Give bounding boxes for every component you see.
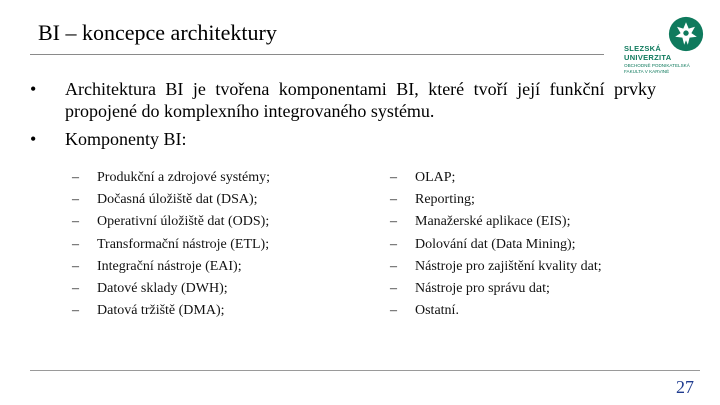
component-text: Nástroje pro správu dat; (415, 281, 550, 297)
component-item (72, 278, 270, 300)
component-item (390, 256, 602, 278)
component-item (390, 211, 602, 233)
dash-icon: – (72, 303, 79, 319)
dash-icon: – (390, 258, 397, 274)
bullet-text: Komponenty BI: (65, 129, 187, 149)
component-text: Produkční a zdrojové systémy; (97, 170, 271, 185)
component-item (72, 234, 270, 256)
component-text: Integrační nástroje (EAI); (97, 258, 242, 274)
main-bullet-list (30, 78, 656, 156)
dash-icon: – (72, 281, 79, 297)
component-item (390, 300, 602, 322)
dash-icon: – (72, 170, 79, 185)
component-text: Datová tržiště (DMA); (97, 303, 225, 319)
component-text: OLAP; (415, 170, 456, 185)
component-item (390, 167, 602, 189)
component-text: Datové sklady (DWH); (97, 281, 228, 297)
component-text: Manažerské aplikace (EIS); (415, 214, 571, 230)
component-item (390, 234, 602, 256)
logo-line-1: SLEZSKÁ (624, 44, 662, 53)
logo-line-2: UNIVERZITA (624, 53, 672, 62)
dash-icon: – (72, 236, 79, 252)
dash-icon: – (390, 303, 397, 319)
bullet-text: Architektura BI je tvořena komponentami BI, které tvoří její funkční prvky propojené do komplexního integrovaného systému. (65, 79, 656, 121)
bullet-icon: • (30, 79, 37, 99)
logo-wordmark (624, 44, 671, 62)
bullet-icon: • (30, 129, 37, 149)
bullet-item (30, 78, 656, 122)
component-text: Nástroje pro zajištění kvality dat; (415, 258, 602, 274)
dash-icon: – (390, 192, 397, 208)
component-item (72, 189, 270, 211)
component-text: Reporting; (415, 192, 475, 208)
component-text: Dočasná úložiště dat (DSA); (97, 192, 258, 208)
logo-subtitle: OBCHODNĚ PODNIKATELSKÁ FAKULTA V KARVINÉ (624, 63, 690, 74)
university-emblem-icon (668, 16, 704, 52)
component-item (72, 300, 270, 322)
component-item (390, 278, 602, 300)
component-item (72, 167, 270, 189)
footer-divider (30, 370, 700, 371)
component-item (72, 256, 270, 278)
dash-icon: – (390, 281, 397, 297)
component-text: Ostatní. (415, 303, 459, 319)
component-text: Dolování dat (Data Mining); (415, 236, 576, 252)
dash-icon: – (390, 236, 397, 252)
component-text: Transformační nástroje (ETL); (97, 236, 270, 252)
components-list-right (390, 167, 602, 322)
page-number: 27 (676, 377, 694, 397)
title-divider (30, 54, 604, 55)
dash-icon: – (390, 170, 397, 185)
component-item (390, 189, 602, 211)
slide-title: BI – koncepce architektury (38, 20, 277, 45)
dash-icon: – (72, 214, 79, 230)
university-logo (624, 16, 706, 80)
dash-icon: – (72, 192, 79, 208)
bullet-item (30, 128, 656, 150)
dash-icon: – (390, 214, 397, 230)
dash-icon: – (72, 258, 79, 274)
component-text: Operativní úložiště dat (ODS); (97, 214, 270, 230)
component-item (72, 211, 270, 233)
components-list-left (72, 167, 270, 322)
